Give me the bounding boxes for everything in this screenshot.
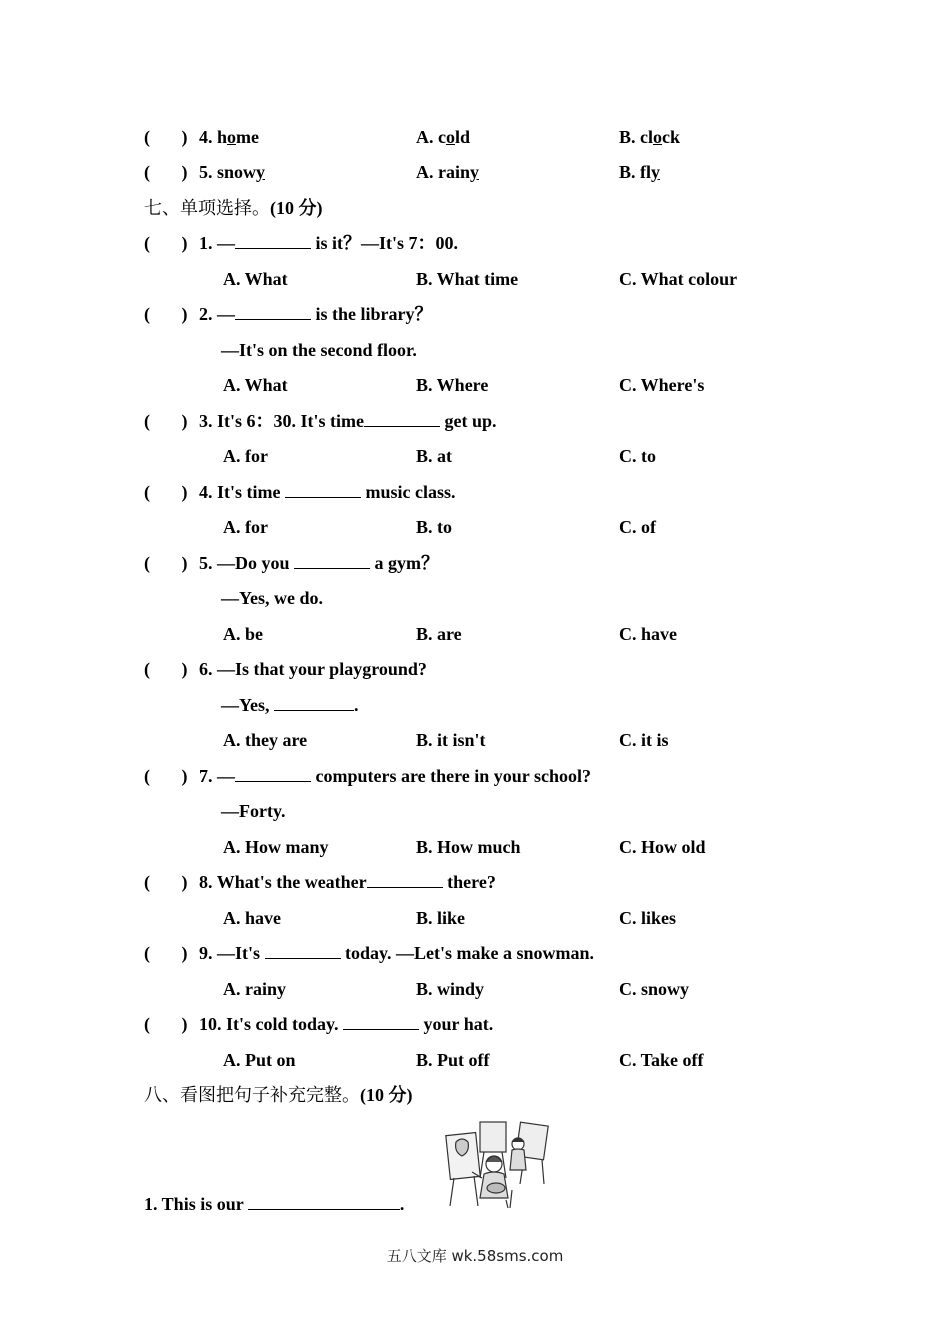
question-number: 9. [199, 943, 217, 963]
question-text: What's the weather [216, 872, 367, 892]
question-text: —Do you [217, 552, 295, 573]
question-text: . [354, 694, 359, 715]
answer-blank[interactable] [235, 232, 311, 249]
question-text: It's time [217, 481, 285, 502]
option-a[interactable]: A. they are [223, 730, 308, 750]
option-b[interactable]: B. What time [416, 268, 519, 289]
option-b[interactable]: B. are [416, 623, 462, 644]
question-number: 2. [199, 304, 217, 324]
answer-paren[interactable]: ( ) [144, 765, 188, 786]
answer-blank[interactable] [364, 410, 440, 427]
question-number: 6. [199, 659, 217, 679]
question-number: 5. [199, 552, 217, 573]
question-stem-8 [199, 871, 496, 893]
option-a[interactable]: A. What [223, 375, 288, 395]
question-number: 4. [199, 481, 217, 502]
answer-paren: ( ) [144, 127, 188, 147]
question-text: your hat. [419, 1014, 494, 1034]
phonics-option-b: B. clock [619, 127, 680, 147]
answer-blank[interactable] [274, 694, 354, 711]
question-text: —Yes, [221, 694, 274, 715]
answer-paren[interactable]: ( ) [144, 872, 188, 892]
question-text: is the library？ [311, 304, 433, 324]
answer-blank[interactable] [294, 552, 370, 569]
answer-paren[interactable]: ( ) [144, 943, 188, 963]
option-b[interactable]: B. at [416, 446, 452, 466]
answer-blank[interactable] [265, 942, 341, 959]
option-a[interactable]: A. rainy [223, 978, 286, 999]
answer-paren[interactable]: ( ) [144, 481, 188, 502]
answer-blank[interactable] [235, 303, 311, 320]
question-number: 7. [199, 765, 217, 786]
question-reply-5: —Yes, we do. [221, 588, 323, 608]
option-c[interactable]: C. likes [619, 907, 677, 928]
question-text: music class. [360, 481, 456, 502]
question-number: 1. [199, 233, 217, 253]
answer-paren[interactable]: ( ) [144, 552, 188, 573]
question-reply-2: —It's on the second floor. [221, 339, 417, 360]
option-b[interactable]: B. like [416, 907, 466, 928]
option-a[interactable]: A. have [223, 907, 281, 928]
children-painting-illustration [444, 1118, 552, 1210]
answer-paren[interactable]: ( ) [144, 410, 188, 431]
option-b[interactable]: B. Put off [416, 1049, 490, 1070]
section-8-heading: 八、看图把句子补充完整。(10 分) [144, 1085, 413, 1106]
question-stem-9 [199, 942, 594, 964]
option-a[interactable]: A. be [223, 623, 263, 644]
option-c[interactable]: C. How old [619, 836, 706, 857]
option-b[interactable]: B. Where [416, 375, 489, 395]
option-c[interactable]: C. it is [619, 730, 669, 750]
answer-blank[interactable] [343, 1013, 419, 1030]
question-text: today. —Let's make a snowman. [340, 943, 595, 963]
question-stem-4 [199, 481, 455, 503]
question-text: It's cold today. [226, 1014, 344, 1034]
phonics-option-b: B. fly [619, 162, 661, 182]
question-text: — [217, 304, 235, 324]
question-number: 10. [199, 1014, 226, 1034]
question-stem-2 [199, 303, 433, 325]
question-text: —It's [217, 943, 265, 963]
option-c[interactable]: C. Take off [619, 1049, 704, 1070]
section-7-heading: 七、单项选择。(10 分) [144, 198, 323, 219]
answer-paren[interactable]: ( ) [144, 233, 188, 253]
answer-paren: ( ) [144, 162, 188, 182]
option-c[interactable]: C. snowy [619, 978, 690, 999]
answer-paren[interactable]: ( ) [144, 659, 188, 679]
question-text: It's 6：30. It's time [217, 410, 364, 431]
option-b[interactable]: B. How much [416, 836, 521, 857]
option-c[interactable]: C. What colour [619, 268, 738, 289]
answer-blank[interactable] [235, 765, 311, 782]
question-number: 3. [199, 410, 217, 431]
option-a[interactable]: A. How many [223, 836, 329, 857]
footer-watermark: 五八文库 wk.58sms.com [386, 1247, 564, 1265]
question-stem-6 [199, 658, 427, 680]
question-text: —Is that your playground? [217, 659, 427, 679]
question-number: 8. [199, 872, 217, 892]
question-stem-5 [199, 552, 439, 574]
option-c[interactable]: C. have [619, 623, 677, 644]
option-a[interactable]: A. for [223, 446, 268, 466]
answer-blank[interactable] [248, 1193, 400, 1210]
option-a[interactable]: A. for [223, 517, 268, 537]
option-a[interactable]: A. Put on [223, 1049, 296, 1070]
phonics-word: 5. snowy [199, 162, 266, 182]
question-reply-6 [221, 694, 359, 716]
option-c[interactable]: C. Where's [619, 375, 705, 395]
answer-blank[interactable] [285, 481, 361, 498]
question-text: a gym？ [370, 552, 440, 573]
answer-blank[interactable] [367, 871, 443, 888]
question-text: — [217, 233, 235, 253]
phonics-option-a: A. cold [416, 127, 471, 147]
question-text: is it？—It's 7：00. [311, 233, 459, 253]
option-a[interactable]: A. What [223, 268, 288, 289]
phonics-word: 4. home [199, 127, 259, 147]
question-text: get up. [440, 410, 497, 431]
option-c[interactable]: C. of [619, 517, 656, 537]
question-stem-7 [199, 765, 591, 787]
question-stem-1 [199, 232, 458, 254]
question-stem-10 [199, 1013, 493, 1035]
phonics-option-a: A. rainy [416, 162, 479, 182]
option-b[interactable]: B. to [416, 517, 452, 537]
option-b[interactable]: B. windy [416, 978, 485, 999]
picture-question-1: 1. This is our . [144, 1194, 405, 1214]
question-text: — [217, 765, 235, 786]
question-text: there? [442, 872, 496, 892]
option-c[interactable]: C. to [619, 446, 656, 466]
question-text: computers are there in your school? [311, 765, 591, 786]
question-reply-7: —Forty. [221, 801, 286, 821]
question-stem-3 [199, 410, 497, 432]
answer-paren[interactable]: ( ) [144, 1014, 188, 1034]
option-b[interactable]: B. it isn't [416, 730, 486, 750]
answer-paren[interactable]: ( ) [144, 304, 188, 324]
